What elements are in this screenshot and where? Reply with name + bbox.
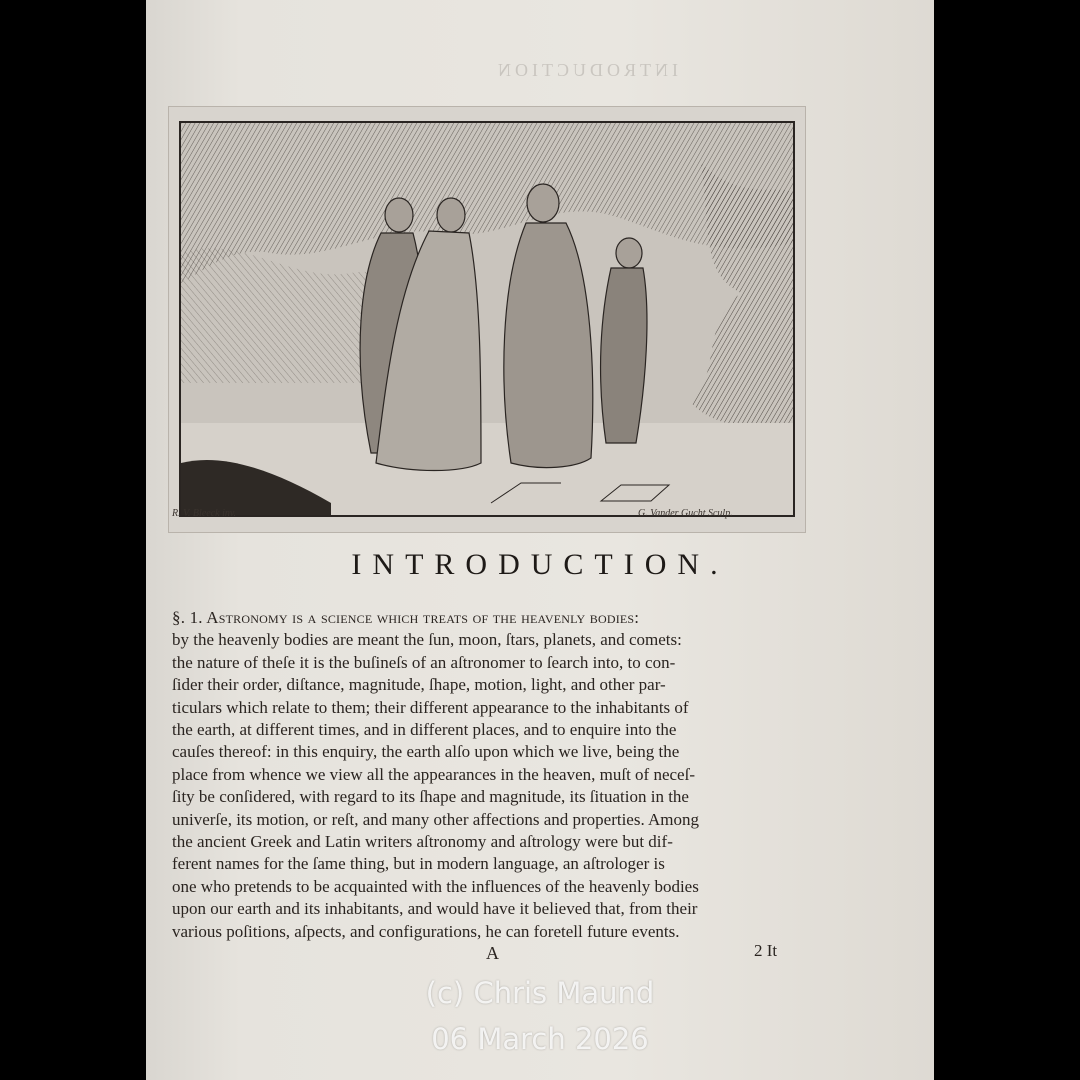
- text-line: various poſitions, aſpects, and configurations, he can foretell future events.: [172, 921, 680, 941]
- text-line: ferent names for the ſame thing, but in modern language, an aſtrologer is: [172, 854, 665, 874]
- text-line: cauſes thereof: in this enquiry, the earth alſo upon which we live, being the: [172, 742, 680, 762]
- book-page: [146, 0, 934, 1080]
- watermark-date: 06 March 2026: [431, 1022, 649, 1056]
- text-line: upon our earth and its inhabitants, and would have it believed that, from their: [172, 899, 698, 919]
- page-title: INTRODUCTION.: [351, 548, 729, 581]
- engraving-credit-engraver: G. Vander Gucht Sculp.: [638, 508, 733, 519]
- text-line: by the heavenly bodies are meant the ſun, moon, ſtars, planets, and comets:: [172, 630, 682, 650]
- text-line: the nature of theſe it is the buſineſs of an aſtronomer to ſearch into, to con-: [172, 652, 676, 672]
- text-line: one who pretends to be acquainted with the influences of the heavenly bodies: [172, 876, 699, 896]
- text-line: §. 1. Astronomy is a science which treats of the heavenly bodies:: [172, 608, 640, 627]
- signature-mark: A: [486, 943, 499, 963]
- text-line: the ancient Greek and Latin writers aſtronomy and aſtrology were but dif-: [172, 832, 673, 852]
- catchword: 2 It: [754, 941, 778, 960]
- engraving-illustration: [179, 121, 795, 517]
- engraving-plate: [168, 106, 806, 533]
- text-line: ticulars which relate to them; their different appearance to the inhabitants of: [172, 697, 689, 717]
- show-through-text: INTRODUCTION: [494, 60, 678, 80]
- body-text: [172, 607, 788, 943]
- text-line: place from whence we view all the appearances in the heaven, muſt of neceſ-: [172, 764, 695, 784]
- text-line: univerſe, its motion, or reſt, and many other affections and properties. Among: [172, 809, 700, 829]
- text-line: ſity be conſidered, with regard to its ſhape and magnitude, its ſituation in the: [172, 787, 689, 807]
- text-line: ſider their order, diſtance, magnitude, ſhape, motion, light, and other par-: [172, 675, 666, 695]
- watermark-copyright: (c) Chris Maund: [425, 976, 655, 1010]
- text-line: the earth, at different times, and in different places, and to enquire into the: [172, 720, 677, 740]
- engraving-credit-inventor: R. V. Bleeck inv.: [172, 508, 237, 519]
